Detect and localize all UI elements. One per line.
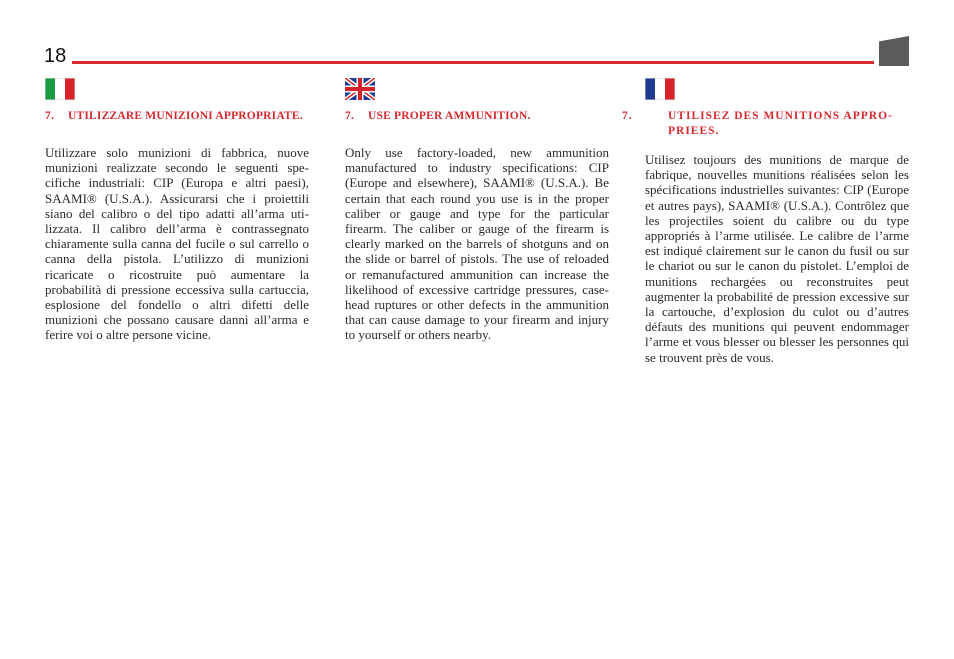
section-french [622,78,909,365]
section-heading [622,109,909,139]
section-title: UTILIZZARE MUNIZIONI APPROPRIATE. [68,110,303,122]
corner-tab [879,36,909,66]
section-number: 7. [345,110,355,122]
section-body: Utilisez toujours des munitions de marque de fabrique, nouvelles munitions réalisées selon les spécifications industrielles suivantes: CIP (Europe et autres pays), SAAMI® (U.S.A.). Contrôlez que les projectiles soient du calibre ou du type appropriés à l’arme utilisée. Le calibre de l’arme est indiqué clairement sur le canon du fusil ou sur le chariot ou sur le canon du pistolet. L’emploi de munitions rechargées ou reconstruites peut augmenter la probabilité de pression excessive sur la cartouche, d’explosion du culot ou d’autres défauts des munitions qui peuvent endommager l’arme et vous blesser ou blesser les personnes qui se trouvent près de vous. [645,152,909,365]
section-title: USE PROPER AMMUNITION. [368,110,531,122]
section-italian [45,78,309,343]
section-number: 7. [622,110,633,122]
italy-flag-icon [45,78,75,100]
page-number: 18 [44,45,67,67]
section-title: UTILISEZ DES MUNITIONS APPROPRIEES. [668,110,892,137]
section-heading [45,109,309,124]
section-heading [345,109,609,124]
section-body: Utilizzare solo munizioni di fabbrica, nuove munizioni realizzate secondo le seguenti specifiche industriali: CIP (Europa e altri paesi), SAAMI® (U.S.A.). Assicurarsi che i proiettili siano del calibro o del tipo adatti all’arma utilizzata. Il calibro dell’arma è contrassegnato chiaramente sulla canna del fucile o sul carrello o canna della pistola. L’utilizzo di munizioni ricaricate o ricostruite può aumentare la probabilità di pressione eccessiva sulla cartuccia, esplosione del fondello o altri difetti delle munizioni che possano causare danni all’arma e ferire voi o altre persone vicine. [45,145,309,343]
uk-flag-icon [345,78,375,100]
section-english [345,78,609,343]
section-body: Only use factory-loaded, new ammunition manufactured to industry specifications: CIP (Europe and elsewhere), SAAMI® (U.S.A.). Be certain that each round you use is in the proper caliber or gauge and type for the particular firearm. The caliber or gauge of the firearm is clearly marked on the barrels of shotguns and on the slide or barrel of pistols. The use of reloaded or remanufactured ammunition can increase the likelihood of excessive cartridge pressures, case-head ruptures or other defects in the ammunition that can cause damage to your firearm and injury to yourself or others nearby. [345,145,609,343]
header-rule [72,61,874,64]
section-number: 7. [45,110,55,122]
france-flag-icon [645,78,675,100]
